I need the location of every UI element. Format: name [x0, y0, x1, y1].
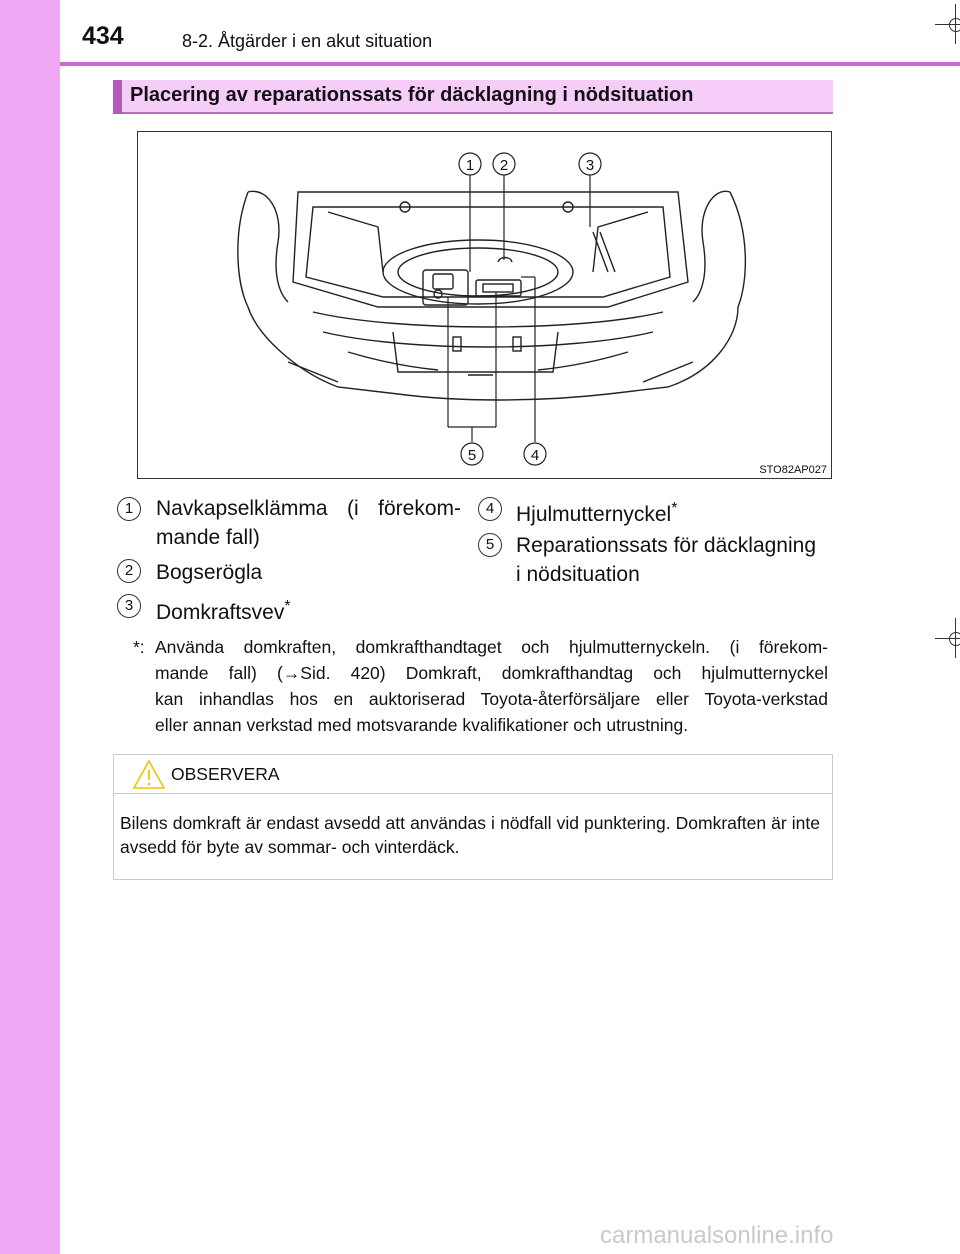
- section-title-bar: [113, 80, 833, 114]
- footnote-line: kan inhandlas hos en auktoriserad Toyota-återförsäljare eller Toyota-verkstad: [155, 689, 828, 709]
- notice-box: [113, 754, 833, 880]
- page-number: 434: [82, 22, 124, 50]
- notice-body: Bilens domkraft är endast avsedd att användas i nödfall vid punktering. Domkraften är inte avsedd för byte av sommar- och vinterdäck.: [120, 813, 820, 857]
- section-title-accent: [113, 80, 122, 114]
- footnote-line: eller annan verkstad med motsvarande kvalifikationer och utrustning.: [155, 715, 689, 735]
- footnote-body: [155, 634, 828, 738]
- legend-text-4: Hjulmutternyckel: [516, 503, 672, 526]
- legend-item-2: Bogserögla: [156, 561, 263, 584]
- trunk-drawing: [138, 132, 833, 480]
- legend-item-4: [516, 494, 677, 529]
- footnote-mark: *:: [133, 637, 145, 657]
- legend-number: 4: [478, 497, 502, 521]
- legend-text-5b: i nödsituation: [516, 563, 640, 586]
- chapter-title: 8-2. Åtgärder i en akut situation: [182, 31, 433, 51]
- header-rule: [60, 62, 960, 66]
- legend-number: 2: [117, 559, 141, 583]
- notice-header: [114, 755, 832, 794]
- callout-5: 5: [467, 447, 477, 464]
- footnote-line: mande fall) (→Sid. 420) Domkraft, domkrafthandtag och hjulmutternyckel: [155, 663, 828, 683]
- footnote: [133, 634, 828, 738]
- footnote-line: Använda domkraften, domkrafthandtaget och hjulmutternyckeln. (i förekom-: [155, 637, 828, 657]
- trunk-illustration: [137, 131, 832, 479]
- legend-number: 1: [117, 497, 141, 521]
- callout-4: 4: [530, 447, 540, 464]
- legend-item-1: [156, 494, 461, 552]
- legend-item-5: [516, 531, 826, 589]
- asterisk: *: [284, 598, 291, 615]
- callout-2: 2: [499, 157, 509, 174]
- watermark: carmanualsonline.info: [600, 1222, 834, 1249]
- callout-3: 3: [585, 157, 595, 174]
- asterisk: *: [671, 500, 678, 517]
- figure-code: STO82AP027: [759, 464, 827, 476]
- legend-text-3: Domkraftsvev: [156, 601, 285, 624]
- legend-number: 3: [117, 594, 141, 618]
- warning-triangle-icon: [132, 759, 166, 791]
- legend-text-1a: Navkapselklämma (i förekom-: [156, 497, 461, 520]
- legend-text-5a: Reparationssats för däcklagning: [516, 534, 817, 557]
- callout-1: 1: [465, 157, 475, 174]
- notice-title: OBSERVERA: [171, 764, 280, 784]
- page-side-tab: [0, 0, 60, 1254]
- legend-item-3: [156, 592, 291, 627]
- section-title: Placering av reparationssats för däcklagning i nödsituation: [130, 84, 694, 106]
- legend-text-1b: mande fall): [156, 526, 260, 549]
- legend-number: 5: [478, 533, 502, 557]
